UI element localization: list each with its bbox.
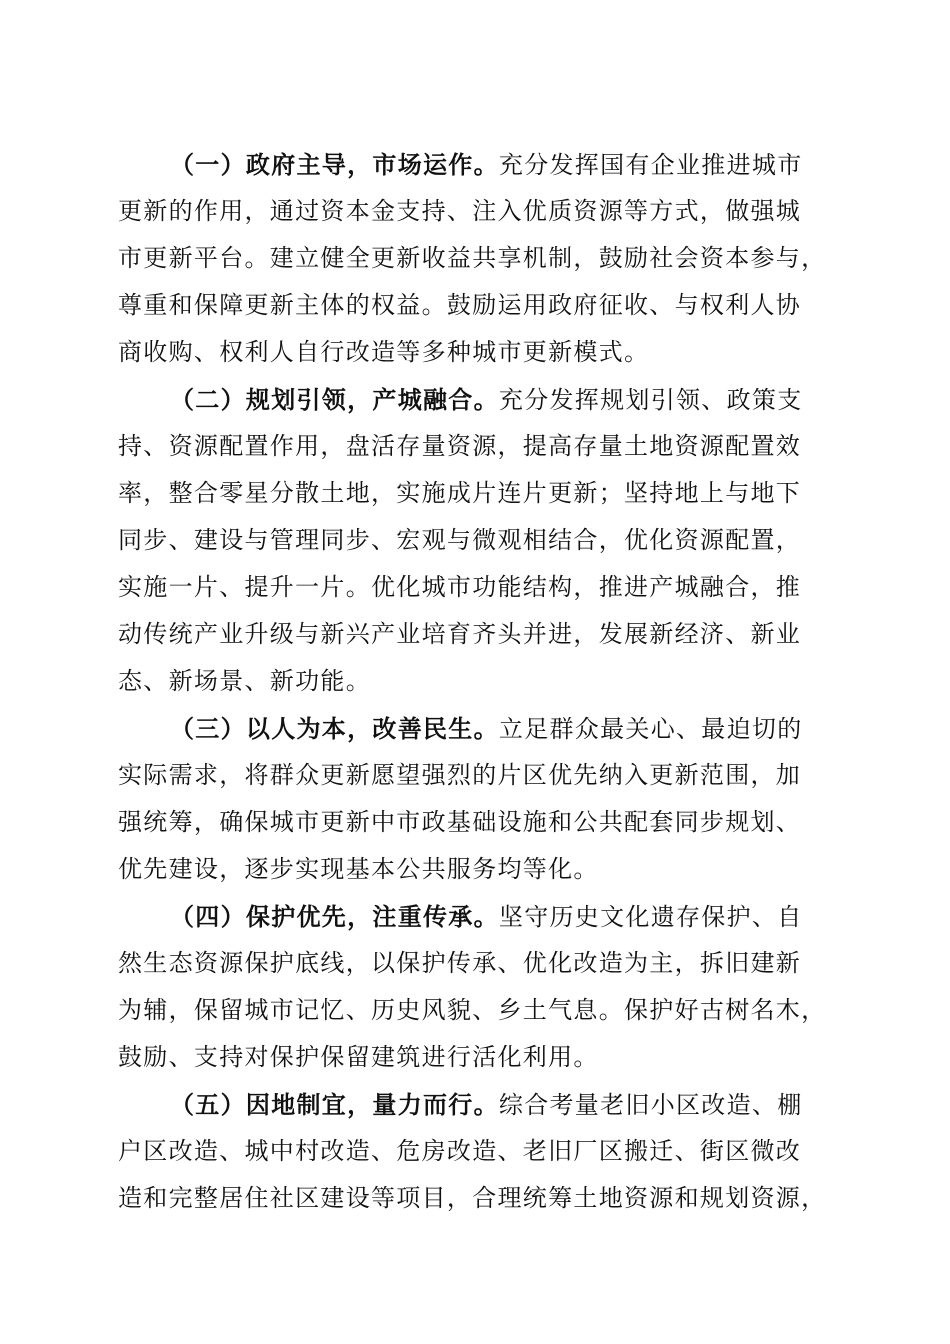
paragraph-1-line-5: 商收购、权利人自行改造等多种城市更新模式。 xyxy=(118,338,650,366)
paragraph-4-line-4: 鼓励、支持对保护保留建筑进行活化利用。 xyxy=(118,1043,599,1071)
paragraph-5-line-3: 造和完整居住社区建设等项目，合理统筹土地资源和规划资源， xyxy=(118,1184,827,1212)
paragraph-5-heading: （五）因地制宜，量力而行。 xyxy=(170,1090,499,1119)
paragraph-1-text: 充分发挥国有企业推进城市 xyxy=(498,151,803,179)
paragraph-5-line-1 xyxy=(118,1081,838,1128)
paragraph-2-line-3: 率，整合零星分散土地，实施成片连片更新；坚持地上与地下 xyxy=(118,479,802,507)
paragraph-3-line-2: 实际需求，将群众更新愿望强烈的片区优先纳入更新范围，加 xyxy=(118,761,802,789)
paragraph-1-line-4: 尊重和保障更新主体的权益。鼓励运用政府征收、与权利人协 xyxy=(118,291,802,319)
paragraph-5-text: 综合考量老旧小区改造、棚 xyxy=(498,1091,803,1119)
paragraph-4-line-2: 然生态资源保护底线，以保护传承、优化改造为主，拆旧建新 xyxy=(118,949,802,977)
paragraph-2-line-4: 同步、建设与管理同步、宏观与微观相结合，优化资源配置， xyxy=(118,526,802,554)
paragraph-4-heading: （四）保护优先，注重传承。 xyxy=(170,902,499,931)
paragraph-3-heading: （三）以人为本，改善民生。 xyxy=(170,714,499,743)
paragraph-2-line-1 xyxy=(118,376,838,423)
paragraph-1-line-3: 市更新平台。建立健全更新收益共享机制，鼓励社会资本参与， xyxy=(118,244,827,272)
paragraph-1-heading: （一）政府主导，市场运作。 xyxy=(170,150,499,179)
paragraph-3-text: 立足群众最关心、最迫切的 xyxy=(498,715,803,743)
paragraph-1-line-1 xyxy=(118,141,838,188)
paragraph-5-line-2: 户区改造、城中村改造、危房改造、老旧厂区搬迁、街区微改 xyxy=(118,1137,802,1165)
paragraph-2-heading: （二）规划引领，产城融合。 xyxy=(170,385,499,414)
paragraph-4-line-3: 为辅，保留城市记忆、历史风貌、乡土气息。保护好古树名木， xyxy=(118,996,827,1024)
paragraph-2-text: 充分发挥规划引领、政策支 xyxy=(498,386,803,414)
document-body xyxy=(118,141,838,1222)
paragraph-2-line-6: 动传统产业升级与新兴产业培育齐头并进，发展新经济、新业 xyxy=(118,620,802,648)
paragraph-3-line-4: 优先建设，逐步实现基本公共服务均等化。 xyxy=(118,855,599,883)
paragraph-2-line-2: 持、资源配置作用，盘活存量资源，提高存量土地资源配置效 xyxy=(118,432,802,460)
paragraph-4-text: 坚守历史文化遗存保护、自 xyxy=(498,903,803,931)
paragraph-1-line-2: 更新的作用，通过资本金支持、注入优质资源等方式，做强城 xyxy=(118,197,802,225)
paragraph-4-line-1 xyxy=(118,893,838,940)
paragraph-3-line-3: 强统筹，确保城市更新中市政基础设施和公共配套同步规划、 xyxy=(118,808,802,836)
paragraph-2-line-7: 态、新场景、新功能。 xyxy=(118,667,371,695)
paragraph-2-line-5: 实施一片、提升一片。优化城市功能结构，推进产城融合，推 xyxy=(118,573,802,601)
paragraph-3-line-1 xyxy=(118,705,838,752)
